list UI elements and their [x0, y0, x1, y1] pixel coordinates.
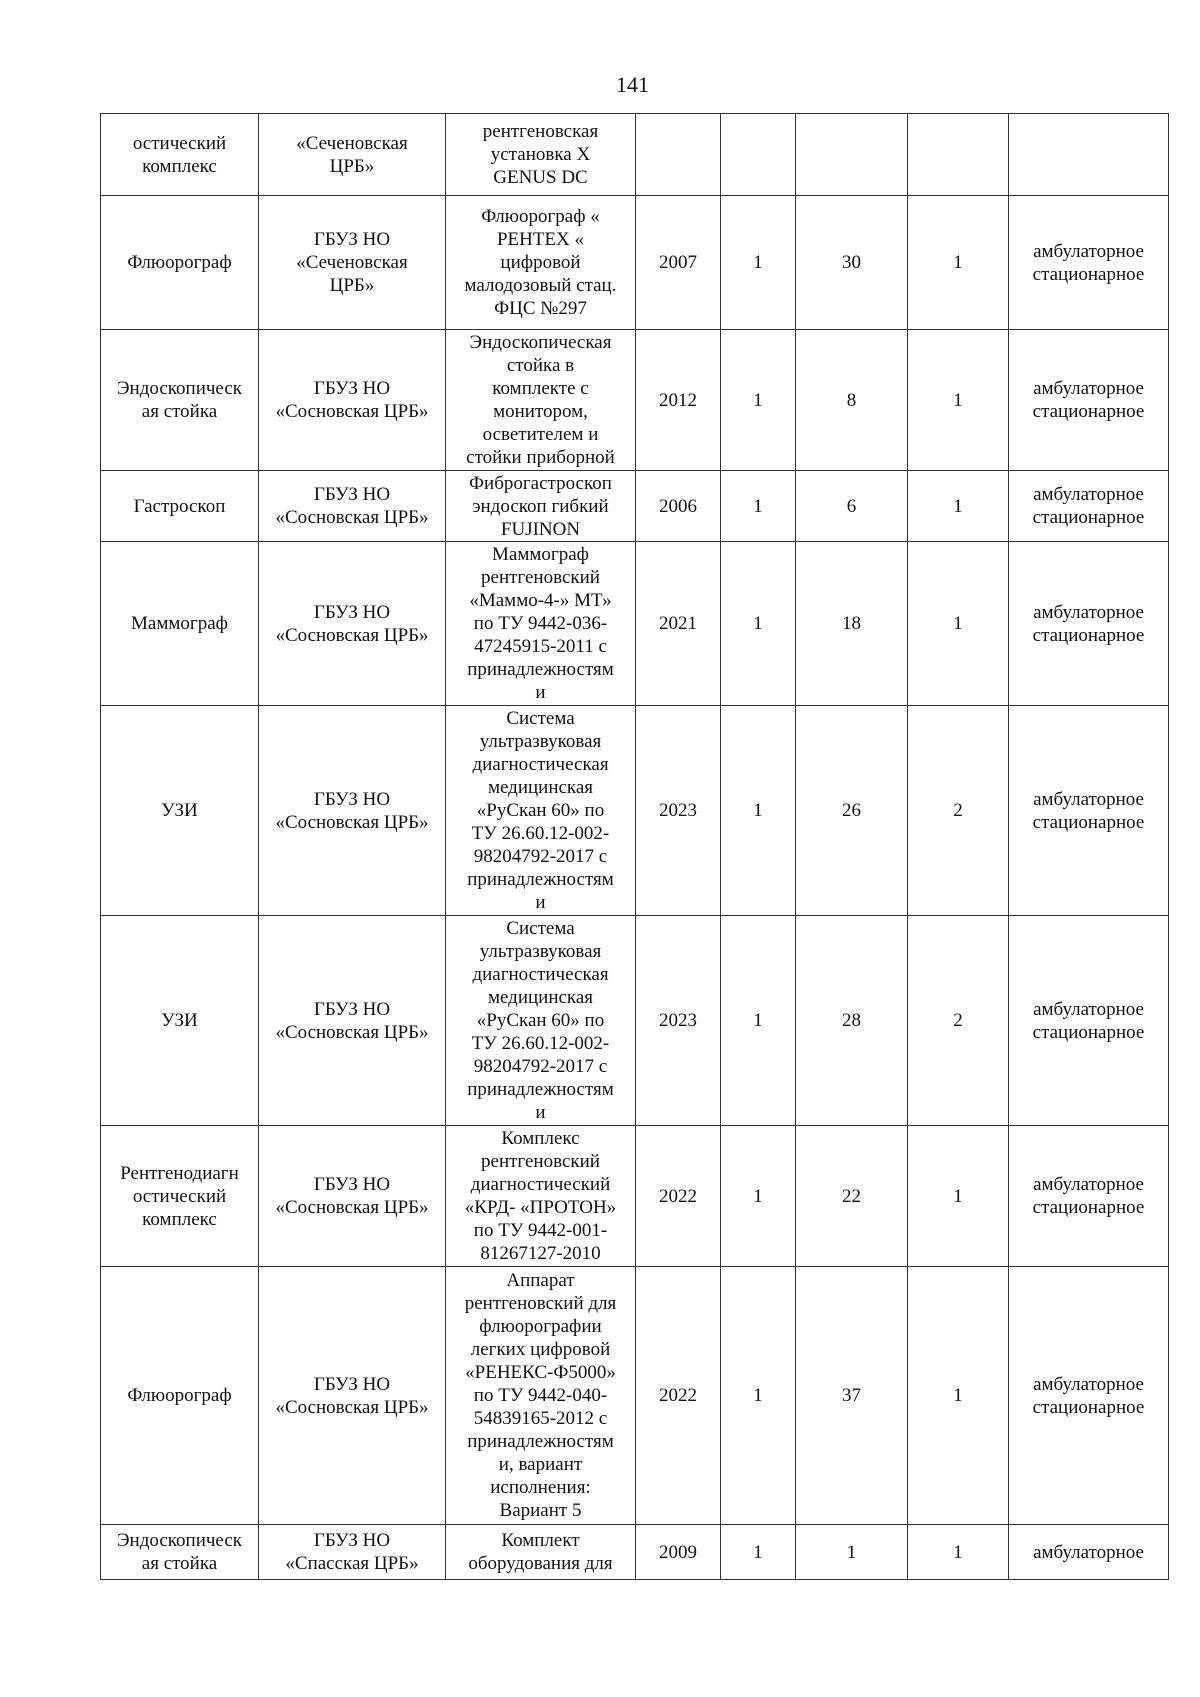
- equipment-type-cell: остический комплекс: [101, 114, 259, 196]
- count-cell: 1: [721, 330, 796, 471]
- equipment-type-cell: УЗИ: [101, 916, 259, 1126]
- count-cell: 1: [721, 706, 796, 916]
- model-cell: Комплект оборудования для: [446, 1525, 636, 1580]
- shift-cell: 2: [908, 706, 1009, 916]
- equipment-type-cell: Маммограф: [101, 542, 259, 706]
- care-type-cell: амбулаторное стационарное: [1009, 1126, 1169, 1267]
- shift-cell: 1: [908, 196, 1009, 330]
- table-row: [101, 1525, 1169, 1580]
- equipment-table: [100, 113, 1169, 1580]
- count-cell: 1: [721, 1525, 796, 1580]
- organization-cell: ГБУЗ НО «Сеченовская ЦРБ»: [259, 196, 446, 330]
- shift-cell: 1: [908, 542, 1009, 706]
- model-cell: Комплекс рентгеновский диагностический «КРД- «ПРОТОН» по ТУ 9442-001- 81267127-2010: [446, 1126, 636, 1267]
- value-cell: 1: [796, 1525, 908, 1580]
- organization-cell: ГБУЗ НО «Сосновская ЦРБ»: [259, 471, 446, 542]
- organization-cell: ГБУЗ НО «Сосновская ЦРБ»: [259, 706, 446, 916]
- count-cell: 1: [721, 1126, 796, 1267]
- shift-cell: 1: [908, 1525, 1009, 1580]
- value-cell: 18: [796, 542, 908, 706]
- organization-cell: ГБУЗ НО «Сосновская ЦРБ»: [259, 916, 446, 1126]
- shift-cell: [908, 114, 1009, 196]
- shift-cell: 1: [908, 471, 1009, 542]
- table-row: [101, 916, 1169, 1126]
- count-cell: [721, 114, 796, 196]
- count-cell: 1: [721, 471, 796, 542]
- equipment-type-cell: Флюорограф: [101, 196, 259, 330]
- model-cell: Аппарат рентгеновский для флюорографии легких цифровой «РЕНЕКС-Ф5000» по ТУ 9442-040- 54839165-2012 с принадлежностям и, вариант исполнения: Вариант 5: [446, 1267, 636, 1525]
- organization-cell: ГБУЗ НО «Сосновская ЦРБ»: [259, 330, 446, 471]
- value-cell: 30: [796, 196, 908, 330]
- count-cell: 1: [721, 916, 796, 1126]
- equipment-type-cell: Флюорограф: [101, 1267, 259, 1525]
- care-type-cell: амбулаторное стационарное: [1009, 916, 1169, 1126]
- model-cell: Маммограф рентгеновский «Маммо-4-» МТ» по ТУ 9442-036- 47245915-2011 с принадлежностям и: [446, 542, 636, 706]
- model-cell: Фиброгастроскоп эндоскоп гибкий FUJINON: [446, 471, 636, 542]
- care-type-cell: амбулаторное стационарное: [1009, 542, 1169, 706]
- shift-cell: 1: [908, 1126, 1009, 1267]
- year-cell: 2006: [636, 471, 721, 542]
- care-type-cell: амбулаторное стационарное: [1009, 1267, 1169, 1525]
- value-cell: 28: [796, 916, 908, 1126]
- organization-cell: ГБУЗ НО «Сосновская ЦРБ»: [259, 1267, 446, 1525]
- count-cell: 1: [721, 196, 796, 330]
- year-cell: 2022: [636, 1126, 721, 1267]
- equipment-type-cell: Рентгенодиагн остический комплекс: [101, 1126, 259, 1267]
- value-cell: 6: [796, 471, 908, 542]
- year-cell: 2007: [636, 196, 721, 330]
- organization-cell: ГБУЗ НО «Сосновская ЦРБ»: [259, 1126, 446, 1267]
- care-type-cell: амбулаторное стационарное: [1009, 471, 1169, 542]
- equipment-type-cell: Эндоскопическ ая стойка: [101, 1525, 259, 1580]
- value-cell: 22: [796, 1126, 908, 1267]
- care-type-cell: амбулаторное стационарное: [1009, 706, 1169, 916]
- table-row: [101, 196, 1169, 330]
- shift-cell: 2: [908, 916, 1009, 1126]
- equipment-type-cell: УЗИ: [101, 706, 259, 916]
- year-cell: 2012: [636, 330, 721, 471]
- year-cell: 2009: [636, 1525, 721, 1580]
- year-cell: 2023: [636, 916, 721, 1126]
- table-row: [101, 542, 1169, 706]
- model-cell: Система ультразвуковая диагностическая медицинская «РуСкан 60» по ТУ 26.60.12-002- 98204792-2017 с принадлежностям и: [446, 706, 636, 916]
- shift-cell: 1: [908, 1267, 1009, 1525]
- count-cell: 1: [721, 1267, 796, 1525]
- year-cell: [636, 114, 721, 196]
- value-cell: 26: [796, 706, 908, 916]
- model-cell: Эндоскопическая стойка в комплекте с монитором, осветителем и стойки приборной: [446, 330, 636, 471]
- organization-cell: «Сеченовская ЦРБ»: [259, 114, 446, 196]
- equipment-type-cell: Эндоскопическ ая стойка: [101, 330, 259, 471]
- equipment-table-body: [101, 114, 1169, 1580]
- organization-cell: ГБУЗ НО «Спасская ЦРБ»: [259, 1525, 446, 1580]
- year-cell: 2021: [636, 542, 721, 706]
- year-cell: 2022: [636, 1267, 721, 1525]
- care-type-cell: [1009, 114, 1169, 196]
- value-cell: 8: [796, 330, 908, 471]
- care-type-cell: амбулаторное стационарное: [1009, 196, 1169, 330]
- value-cell: [796, 114, 908, 196]
- model-cell: Флюорограф « РЕНТЕХ « цифровой малодозовый стац. ФЦС №297: [446, 196, 636, 330]
- care-type-cell: амбулаторное стационарное: [1009, 330, 1169, 471]
- shift-cell: 1: [908, 330, 1009, 471]
- value-cell: 37: [796, 1267, 908, 1525]
- table-row: [101, 706, 1169, 916]
- equipment-type-cell: Гастроскоп: [101, 471, 259, 542]
- table-row: [101, 1126, 1169, 1267]
- table-row: [101, 114, 1169, 196]
- table-row: [101, 471, 1169, 542]
- care-type-cell: амбулаторное: [1009, 1525, 1169, 1580]
- model-cell: Система ультразвуковая диагностическая медицинская «РуСкан 60» по ТУ 26.60.12-002- 98204792-2017 с принадлежностям и: [446, 916, 636, 1126]
- year-cell: 2023: [636, 706, 721, 916]
- organization-cell: ГБУЗ НО «Сосновская ЦРБ»: [259, 542, 446, 706]
- table-row: [101, 330, 1169, 471]
- model-cell: рентгеновская установка X GENUS DC: [446, 114, 636, 196]
- table-row: [101, 1267, 1169, 1525]
- count-cell: 1: [721, 542, 796, 706]
- page-number: 141: [616, 72, 649, 97]
